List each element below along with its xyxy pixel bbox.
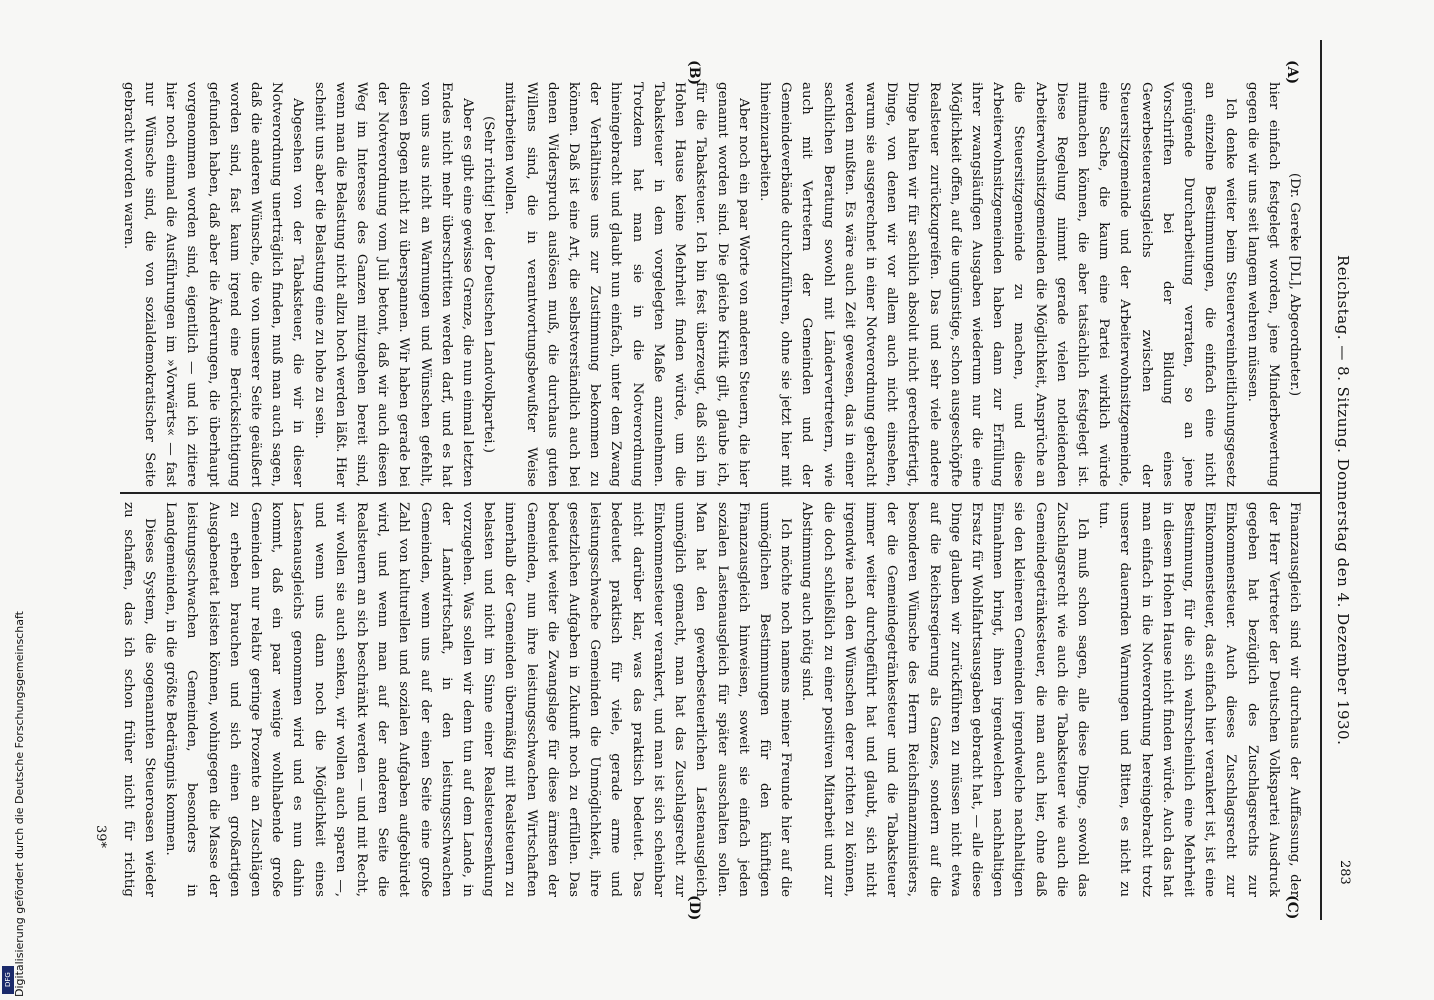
col2-paragraph-4: Dieses System, die sogenannten Steueroasen wieder zu schaffen, das ich schon früher nicht für richtig: [120, 502, 158, 897]
col1-paragraph-2: Ich denke weiter beim Steuervereinheitlichungsgesetz an einzelne Bestimmungen, die einfach eine nicht genügende Durcharbeitung verraten, so an jene Vorschriften bei der Bildung eines Gewerbesteuerausgleichs zwischen der Steuersitzgemeinde und der Arbeiterwohnsitzgemeinde, eine Sache, die kaum eine Partei wirklich würde mitmachen können, die aber tatsächlich festgelegt ist. Diese Regelung nimmt gerade vielen notleidenden Arbeiterwohnsitzgemeinden die Möglichkeit, Ansprüche an die Steuersitzgemeinde zu machen, und diese Arbeiterwohnsitzgemeinden haben dann zur Erfüllung ihrer zwangsläufigen Ausgaben wiederum nur die eine Möglichkeit offen, auf die ungünstige, schon ausgeschöpfte Realsteuer zurückzugreifen. Das und sehr viele andere Dinge halten wir für sachlich absolut nicht gerechtfertigt, Dinge, von denen wir vor allem auch nicht einsehen, warum sie ausgerechnet in einer Notverordnung gebracht werden mußten. Es wäre auch Zeit gewesen, das in einer sachlichen Beratung sowohl mit Ländervertretern, wie auch mit Vertretern der Gemeinden und der Gemeindeverbände durchzuführen, ohne sie jetzt hier mit hineinzuarbeiten.: [756, 82, 1239, 487]
col1-paragraph-1: hier einfach festgelegt worden, jene Minderbewertung gegen die wir uns seit langem wehren müssen.: [1244, 82, 1281, 487]
text-column-2: [120, 502, 1305, 897]
digitization-sidebar: [0, 0, 26, 1000]
margin-marker-d: (D): [686, 895, 702, 921]
digitization-notice: Digitalisierung gefördert durch die Deutsche Forschungsgemeinschaft: [13, 611, 26, 997]
margin-marker-c: (C): [1284, 895, 1300, 920]
col2-paragraph-1: Finanzausgleich sind wir durchaus der Auffassung, der der Herr Vertreter der Deutschen Volkspartei Ausdruck gegeben hat bezüglich des Zuschlagsrechts zur Einkommensteuer. Auch dieses Zuschlagsrecht zur Einkommensteuer, das einfach hier verankert ist, ist eine Bestimmung, für die sich wahrscheinlich eine Mehrheit in diesem Hohen Hause nicht finden würde. Auch das hat man einfach in die Notverordnung hereingebracht trotz unserer dauernden Warnungen und Bitten, es nicht zu tun.: [1096, 502, 1302, 897]
col2-paragraph-2: Ich muß schon sagen, alle diese Dinge, sowohl das Zuschlagsrecht wie auch die Tabaksteuer wie auch die Gemeindegetränkesteuer, die man auch hier, ohne daß sie den kleineren Gemeinden irgendwelche nachhaltigen Einnahmen bringt, ihnen irgendwelchen nachhaltigen Ersatz für Wohlfahrtsausgaben gebracht hat, — alle diese Dinge glauben wir zurückführen zu müssen nicht etwa auf die Reichsregierung als Ganzes, sondern auf die besonderen Wünsche des Herrn Reichsfinanzministers, der die Gemeindegetränkesteuer und die Tabaksteuer immer weiter durchgeführt hat und glaubt, sich nicht irgendwie nach den Wünschen derer richten zu können, die doch schließlich zu einer positiven Mitarbeit und zur Abstimmung auch nötig sind.: [799, 502, 1090, 897]
signature-mark: 39*: [93, 825, 108, 849]
dfg-logo: DFG: [2, 966, 14, 994]
text-column-1: [120, 82, 1305, 487]
header-rule: [1320, 40, 1322, 920]
col2-paragraph-3: Ich möchte noch namens meiner Freunde hier auf die unmöglichen Bestimmungen für den künftigen Finanzausgleich hinweisen, soweit sie einfach jeden sozialen Lastenausgleich für später ausschalten sollen. Man hat den gewerbesteuerlichen Lastenausgleich unmöglich gemacht, man hat das Zuschlagsrecht zur Einkommensteuer verankert, und man ist sich scheinbar nicht darüber klar, was das praktisch bedeutet. Das bedeutet praktisch für viele, gerade arme und leistungsschwache Gemeinden die Unmöglichkeit, ihre gesetzlichen Aufgaben in Zukunft noch zu erfüllen. Das bedeutet weiter die Zwangslage für diese ärmsten der Gemeinden, nun ihre leistungsschwachen Wirtschaften innerhalb der Gemeinden übermäßig mit Realsteuern zu belasten und nicht im Sinne einer Realsteuersenkung vorzugehen. Was sollen wir denn tun auf dem Lande, in der Landwirtschaft, in den leistungsschwachen Gemeinden, wenn uns auf der einen Seite eine große Zahl von kulturellen und sozialen Aufgaben aufgebürdet wird, und wenn man auf der anderen Seite die Realsteuern an sich beschränkt werden — und mit Recht, wir wollen sie auch senken, wir wollen auch sparen —, und wenn uns dann noch die Möglichkeit eines Lastenausgleichs genommen wird und es nun dahin kommt, daß ein paar wenige wohlhabende große Gemeinden nur relativ geringe Prozente an Zuschlägen zu erheben brauchen und sich einen großartigen Ausgabenetat leisten können, wohingegen die Masse der leistungsschwachen Gemeinden, besonders in Landgemeinden, in die größte Bedrängnis kommen.: [163, 502, 794, 897]
col1-paragraph-5: Abgesehen von der Tabaksteuer, die wir in dieser Notverordnung unerträglich finden, muß man auch sagen, daß die anderen Wünsche, die von unserer Seite geäußert worden sind, fast kaum irgend eine Berücksichtigung gefunden haben, daß aber die Änderungen, die überhaupt vorgenommen worden sind, eigentlich — und ich zitiere hier noch einmal die Ausführungen im »Vorwärts« — fast nur Wünsche sind, die von sozialdemokratischer Seite gebracht worden waren.: [120, 82, 306, 487]
running-header: Reichstag. — 8. Sitzung. Donnerstag den 4. Dezember 1930.: [1334, 255, 1352, 746]
margin-marker-a: (A): [1284, 60, 1300, 85]
col1-paragraph-3: Aber noch ein paar Worte von anderen Steuern, die hier genannt worden sind. Die gleiche Kritik gilt, glaube ich, für die Tabaksteuer. Ich bin fest überzeugt, daß sich im Hohen Hause keine Mehrheit finden würde, um die Tabaksteuer in dem vorgelegten Maße anzunehmen. Trotzdem hat man sie in die Notverordnung hineingebracht und glaubt nun einfach, unter dem Zwang der Verhältnisse uns zur Zustimmung bekommen zu können. Daß ist eine Art, die selbstverständlich auch bei denen Widerspruch auslösen muß, die durchaus guten Willens sind, die in verantwortungsbewußter Weise mitarbeiten wollen.: [502, 82, 751, 487]
margin-marker-b: (B): [686, 60, 702, 86]
document-page: [90, 40, 1380, 920]
page-number: 283: [1337, 860, 1352, 885]
interjection-1: (Sehr richtig! bei der Deutschen Landvolkpartei.): [481, 115, 497, 454]
column-separator: [120, 492, 1320, 494]
col1-paragraph-4: Aber es gibt eine gewisse Grenze, die nun einmal letzten Endes nicht mehr überschritten werden darf, und es hat von uns aus nicht an Warnungen und Wünschen gefehlt, diesen Bogen nicht zu überspannen. Wir haben gerade bei der Notverordnung vom Juli betont, daß wir auch diesen Weg im Interesse des Ganzen mitzugehen bereit sind, wenn man die Belastung nicht allzu hoch werden läßt. Hier scheint uns aber die Belastung eine zu hohe zu sein.: [311, 82, 476, 487]
speaker-line: (Dr. Gereke [DL], Abgeordneter.): [1287, 172, 1302, 397]
